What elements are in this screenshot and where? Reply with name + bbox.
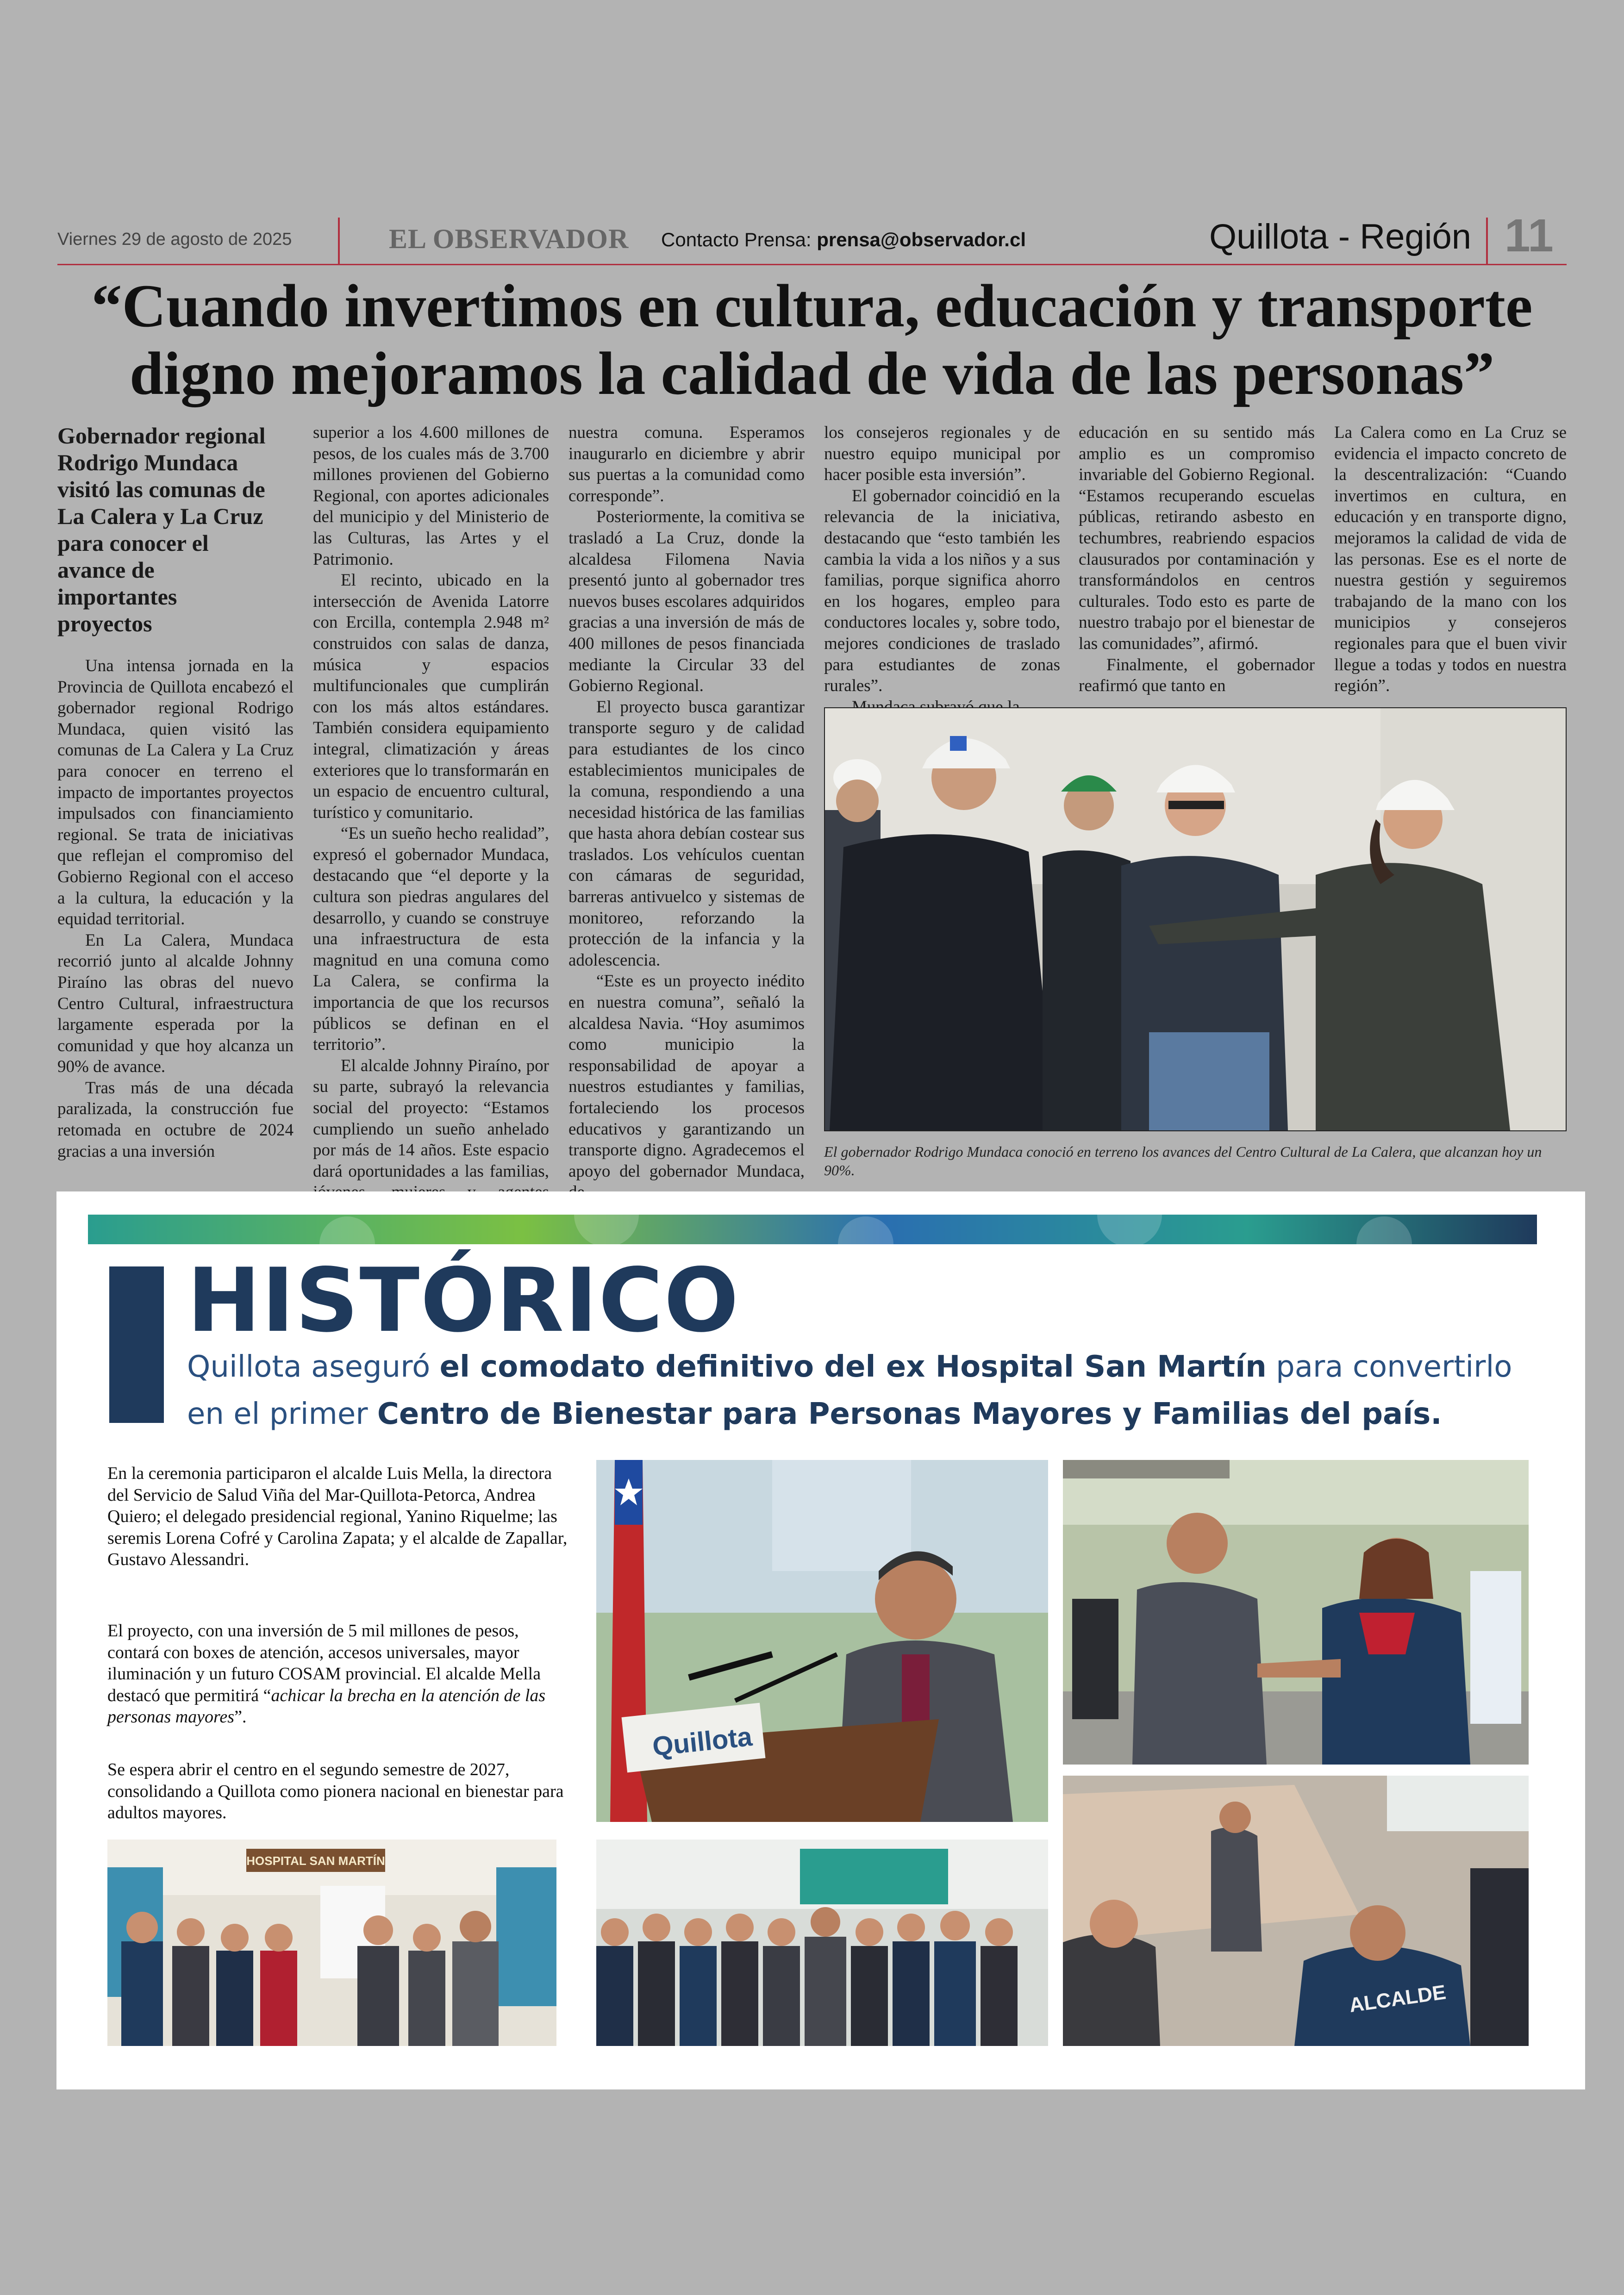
ad-subtitle-emphasis: el comodato definitivo del ex Hospital San Martín <box>439 1350 1267 1384</box>
paragraph-text: ”. <box>234 1707 247 1727</box>
press-contact <box>661 229 1026 251</box>
quote: achicar la brecha en la atención de las personas mayores <box>107 1685 546 1727</box>
photo-caption: El gobernador Rodrigo Mundaca conoció en terreno los avances del Centro Cultural de La Calera, que alcanzan hoy un 90%. <box>824 1143 1542 1179</box>
paragraph: superior a los 4.600 millones de pesos, de los cuales más de 3.700 millones provienen del Gobierno Regional, con aportes adicionales del municipio y del Ministerio de las Culturas, las Artes y el Patrimonio. <box>313 423 549 569</box>
paragraph: los consejeros regionales y de nuestro equipo municipal por hacer posible esta inversión”. <box>824 423 1060 485</box>
paragraph: La Calera como en La Cruz se evidencia el impacto concreto de la descentralización: “Cuando invertimos en cultura, en educación y en transporte digno, mejoramos la calidad de vida de las personas. Ese es el norte de nuestra gestión y seguiremos trabajando de la mano con los municipios y consejeros regionales para que el buen vivir llegue a todas y todos en nuestra región”. <box>1334 423 1567 696</box>
ad-subtitle-part: para convertirlo en el primer <box>187 1350 1512 1431</box>
press-contact-email[interactable]: prensa@observador.cl <box>817 229 1026 250</box>
article-column-3 <box>568 422 805 1203</box>
paragraph: Finalmente, el gobernador reafirmó que tanto en <box>1079 655 1315 696</box>
article-deck: Gobernador regional Rodrigo Mundaca visitó las comunas de La Calera y La Cruz para conocer el avance de importantes proyectos <box>57 423 266 636</box>
construction-visit-illustration <box>825 708 1566 1130</box>
article-column-4 <box>824 422 1060 717</box>
ad-title: HISTÓRICO <box>187 1249 740 1352</box>
paragraph: educación en su sentido más amplio es un compromiso invariable del Gobierno Regional. “Estamos recuperando escuelas públicas, retirando asbesto en techumbres, reabriendo espacios clausurados por contaminación y transformándolos en centros culturales. Todo esto es parte de nuestro trabajo por el bienestar de las comunidades”, afirmó. <box>1079 423 1315 653</box>
paragraph: En La Calera, Mundaca recorrió junto al alcalde Johnny Piraíno las obras del nuevo Centro Cultural, infraestructura largamente esperada por la comunidad y que hoy alcanza un 90% de avance. <box>57 930 294 1077</box>
decorative-band <box>88 1215 1537 1244</box>
advertisement <box>56 1191 1585 2089</box>
vest-text: ALCALDE <box>1348 1981 1448 2017</box>
article-column-5 <box>1079 422 1315 697</box>
issue-date: Viernes 29 de agosto de 2025 <box>57 230 292 249</box>
ad-subtitle-part: Quillota aseguró <box>187 1350 440 1384</box>
paragraph: El proyecto busca garantizar transporte seguro y de calidad para estudiantes de los cinco establecimientos municipales de la comuna, respondiendo a una necesidad histórica de las familias que hasta ahora debían costear sus traslados. Los vehículos cuentan con cámaras de seguridad, barreras antivuelco y sistemas de monitoreo, reforzando la protección de la infancia y la adolescencia. <box>568 697 805 970</box>
article-photo <box>824 707 1567 1131</box>
ad-photo-model-viewing <box>1063 1776 1529 2046</box>
paragraph: “Es un sueño hecho realidad”, expresó el gobernador Mundaca, destacando que “el deporte y la cultura son piedras angulares del desarrollo, y cuando se construye una infraestructura de esta magnitud en una comuna como La Calera, se confirma la importancia de que los recursos públicos se definan en el territorio”. <box>313 824 549 1054</box>
paragraph: El alcalde Johnny Piraíno, por su parte, subrayó la relevancia social del proyecto: “Estamos cumpliendo un sueño anhelado por más de 14 años. Este espacio dará oportunidades a las familias, <box>313 1056 549 1181</box>
ad-photo-speaker <box>596 1460 1048 1822</box>
ad-paragraph-1 <box>107 1463 570 1571</box>
paragraph: Se espera abrir el centro en el segundo semestre de 2027, consolidando a Quillota como pionera nacional en bienestar para adultos mayores. <box>107 1760 564 1822</box>
article-column-1 <box>57 422 294 1162</box>
header-rule <box>57 264 1567 265</box>
article-headline: “Cuando invertimos en cultura, educación y transporte digno mejoramos la calidad de vida de las personas” <box>91 272 1533 407</box>
header-divider <box>338 218 340 264</box>
speaker-illustration <box>596 1460 1048 1822</box>
hospital-sign-text: HOSPITAL SAN MARTÍN <box>246 1854 385 1868</box>
paragraph: El gobernador coincidió en la relevancia de la iniciativa, destacando que “esto también les cambia la vida a los niños y a sus familias, porque significa ahorro en los hogares, empleo para conductores locales y, sobre todo, mejores condiciones de traslado para estudiantes de zonas rurales”. <box>824 486 1060 696</box>
accent-bar <box>109 1266 164 1423</box>
header-divider <box>1486 218 1488 264</box>
podium-logo-text: Quillota <box>651 1721 754 1762</box>
staff-group-illustration <box>596 1840 1048 2046</box>
greeting-illustration <box>1063 1460 1529 1765</box>
ad-paragraph-3 <box>107 1759 570 1824</box>
paragraph: Posteriormente, la comitiva se trasladó a La Cruz, donde la alcaldesa Filomena Navia presentó junto al gobernador tres nuevos buses escolares adquiridos gracias a una inversión de más de 400 millones de pesos financiada mediante la Circular 33 del Gobierno Regional. <box>568 507 805 696</box>
newspaper-name: EL OBSERVADOR <box>389 224 629 254</box>
paragraph: Tras más de una década paralizada, la construcción fue retomada en octubre de 2024 gracias a una inversión <box>57 1078 294 1161</box>
page-number: 11 <box>1505 210 1554 262</box>
article-column-6 <box>1334 422 1567 697</box>
ad-photo-hospital-group <box>107 1840 556 2046</box>
section-name: Quillota - Región <box>1209 217 1472 256</box>
paragraph <box>107 1620 570 1728</box>
article-column-2 <box>313 422 549 1224</box>
paragraph: “Este es un proyecto inédito en nuestra comuna”, señaló la alcaldesa Navia. “Hoy asumimos como municipio la responsabilidad de apoyar a nuestros estudiantes y familias, fortaleciendo los procesos educativos y garantizando un transporte digno. Agradecemos el apoyo del gobernador Mundaca, <box>568 972 805 1181</box>
hospital-group-illustration <box>107 1840 556 2046</box>
decorative-band-graphic <box>88 1215 1537 1244</box>
paragraph: El recinto, ubicado en la intersección de Avenida Latorre con Ercilla, contempla 2.948 m² construidos con salas de danza, música y espacios multifuncionales que cumplirán con los más altos estándares. También considera equipamiento integral, climatización y áreas exteriores que lo transformarán en un espacio de encuentro cultural, turístico y comunitario. <box>313 571 549 822</box>
paragraph-text: El proyecto, con una inversión de 5 mil millones de pesos, contará con boxes de atención, accesos universales, mayor iluminación y un futuro COSAM provincial. El alcalde Mella destacó que permitirá “ <box>107 1621 541 1705</box>
paragraph: En la ceremonia participaron el alcalde Luis Mella, la directora del Servicio de Salud Viña del Mar-Quillota-Petorca, Andrea Quiero; el delegado presidencial regional, Yanino Riquelme; las seremis Lorena Cofré y Carolina Zapata; y el alcalde de Zapallar, Gustavo Alessandri. <box>107 1464 568 1569</box>
paragraph: Una intensa jornada en la Provincia de Quillota encabezó el gobernador regional Rodrigo Mundaca, quien visitó las comunas de La Calera y La Cruz para conocer en terreno el impacto de importantes proyectos impulsados con financiamiento regional. Se trata de iniciativas que reflejan el compromiso del Gobierno Regional con el acceso a la cultura, la educación y la equidad territorial. <box>57 656 294 929</box>
ad-subtitle <box>187 1343 1530 1438</box>
ad-subtitle-emphasis: Centro de Bienestar para Personas Mayores y Familias del país. <box>377 1397 1442 1431</box>
press-contact-label: Contacto Prensa: <box>661 229 812 250</box>
ad-paragraph-2 <box>107 1620 570 1728</box>
ad-photo-greeting <box>1063 1460 1529 1765</box>
model-viewing-illustration <box>1063 1776 1529 2046</box>
paragraph: nuestra comuna. Esperamos inaugurarlo en diciembre y abrir sus puertas a la comunidad como corresponde”. <box>568 423 805 505</box>
ad-photo-staff-group <box>596 1840 1048 2046</box>
